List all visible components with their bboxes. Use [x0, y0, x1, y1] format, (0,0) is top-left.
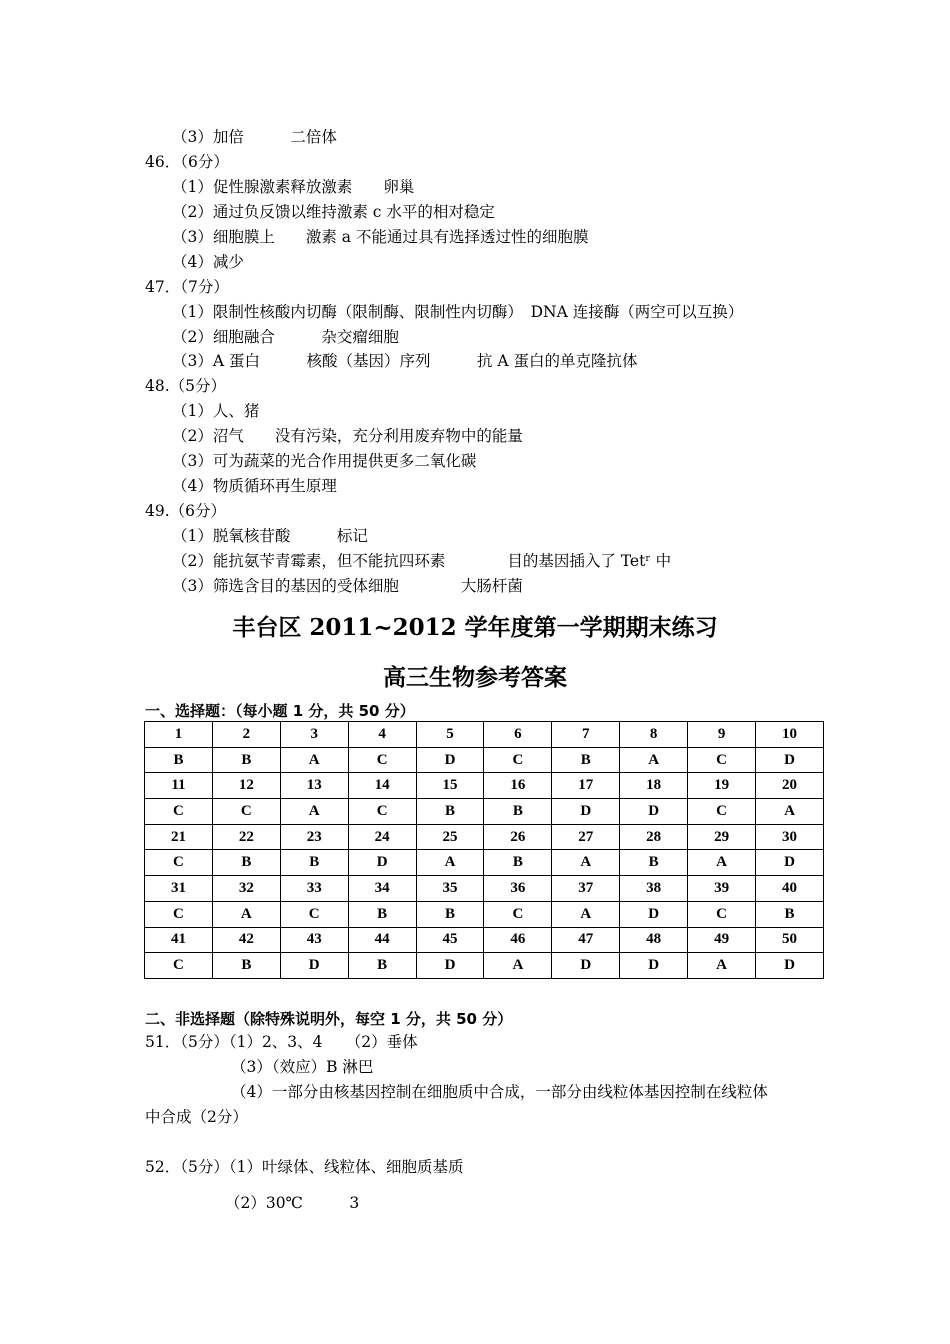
- answer-52-line-1: 52．（5分）（1）叶绿体、线粒体、细胞质基质: [145, 1158, 464, 1176]
- question-46-heading: 46．（6分）: [145, 153, 229, 171]
- answer-cell: C: [484, 747, 552, 773]
- document-title: 丰台区 2011~2012 学年度第一学期期末练习: [232, 614, 718, 641]
- section-2-heading: 二、非选择题（除特殊说明外，每空 1 分，共 50 分）: [145, 1010, 513, 1028]
- question-number-cell: 1: [145, 722, 213, 748]
- question-number-cell: 50: [756, 927, 824, 953]
- answer-cell: C: [145, 850, 213, 876]
- answer-45-3: （3）加倍 二倍体: [172, 128, 337, 146]
- answer-table: [144, 721, 824, 979]
- answer-cell: B: [756, 901, 824, 927]
- question-number-cell: 34: [348, 876, 416, 902]
- answer-48-4: （4）物质循环再生原理: [172, 477, 337, 495]
- question-number-cell: 6: [484, 722, 552, 748]
- question-number-cell: 15: [416, 773, 484, 799]
- question-number-cell: 42: [212, 927, 280, 953]
- answer-48-1: （1）人、猪: [172, 402, 260, 420]
- answer-cell: C: [145, 901, 213, 927]
- answer-cell: C: [348, 747, 416, 773]
- question-number-cell: 21: [145, 824, 213, 850]
- answer-key-row: [145, 850, 824, 876]
- answer-47-1: （1）限制性核酸内切酶（限制酶、限制性内切酶） DNA 连接酶（两空可以互换）: [172, 303, 744, 321]
- answer-cell: C: [484, 901, 552, 927]
- question-number-cell: 24: [348, 824, 416, 850]
- document-subtitle: 高三生物参考答案: [383, 664, 567, 691]
- answer-cell: C: [688, 747, 756, 773]
- question-number-cell: 2: [212, 722, 280, 748]
- question-number-cell: 4: [348, 722, 416, 748]
- answer-49-1: （1）脱氧核苷酸 标记: [172, 527, 368, 545]
- answer-51-line-4: 中合成（2分）: [145, 1108, 248, 1126]
- question-number-cell: 35: [416, 876, 484, 902]
- answer-cell: B: [416, 901, 484, 927]
- section-1-heading: 一、选择题：（每小题 1 分，共 50 分）: [145, 702, 415, 720]
- answer-cell: A: [484, 953, 552, 979]
- question-number-cell: 20: [756, 773, 824, 799]
- answer-cell: A: [212, 901, 280, 927]
- answer-cell: D: [552, 799, 620, 825]
- answer-cell: C: [688, 799, 756, 825]
- answer-cell: A: [756, 799, 824, 825]
- answer-cell: D: [416, 953, 484, 979]
- answer-cell: B: [484, 850, 552, 876]
- answer-cell: B: [280, 850, 348, 876]
- question-number-row: [145, 824, 824, 850]
- answer-cell: B: [416, 799, 484, 825]
- answer-cell: B: [145, 747, 213, 773]
- question-number-cell: 33: [280, 876, 348, 902]
- question-number-cell: 26: [484, 824, 552, 850]
- question-number-cell: 38: [620, 876, 688, 902]
- question-number-cell: 11: [145, 773, 213, 799]
- question-number-cell: 29: [688, 824, 756, 850]
- answer-51-line-3: （4）一部分由核基因控制在细胞质中合成，一部分由线粒体基因控制在线粒体: [231, 1083, 768, 1101]
- answer-cell: C: [348, 799, 416, 825]
- question-number-row: [145, 927, 824, 953]
- question-number-cell: 31: [145, 876, 213, 902]
- answer-cell: A: [688, 953, 756, 979]
- answer-cell: B: [348, 901, 416, 927]
- answer-cell: B: [348, 953, 416, 979]
- answer-47-3: （3）A 蛋白 核酸（基因）序列 抗 A 蛋白的单克隆抗体: [172, 352, 638, 370]
- answer-cell: A: [688, 850, 756, 876]
- answer-49-2: （2）能抗氨苄青霉素，但不能抗四环素 目的基因插入了 Tetʳ 中: [172, 552, 672, 570]
- question-number-cell: 7: [552, 722, 620, 748]
- answer-key-row: [145, 747, 824, 773]
- question-number-cell: 47: [552, 927, 620, 953]
- answer-cell: C: [145, 799, 213, 825]
- question-number-cell: 13: [280, 773, 348, 799]
- question-number-cell: 17: [552, 773, 620, 799]
- question-number-cell: 28: [620, 824, 688, 850]
- question-number-cell: 45: [416, 927, 484, 953]
- question-number-cell: 37: [552, 876, 620, 902]
- answer-cell: B: [212, 953, 280, 979]
- answer-cell: D: [416, 747, 484, 773]
- question-number-cell: 3: [280, 722, 348, 748]
- question-48-heading: 48.（5分）: [145, 377, 227, 395]
- answer-47-2: （2）细胞融合 杂交瘤细胞: [172, 328, 399, 346]
- question-number-cell: 22: [212, 824, 280, 850]
- answer-cell: D: [620, 799, 688, 825]
- answer-cell: D: [756, 953, 824, 979]
- answer-cell: A: [416, 850, 484, 876]
- answer-48-3: （3）可为蔬菜的光合作用提供更多二氧化碳: [172, 452, 477, 470]
- answer-cell: B: [212, 747, 280, 773]
- question-number-cell: 5: [416, 722, 484, 748]
- answer-cell: A: [552, 901, 620, 927]
- answer-cell: C: [212, 799, 280, 825]
- answer-cell: D: [756, 850, 824, 876]
- question-number-cell: 19: [688, 773, 756, 799]
- question-number-row: [145, 876, 824, 902]
- question-number-cell: 48: [620, 927, 688, 953]
- question-number-cell: 41: [145, 927, 213, 953]
- question-number-cell: 36: [484, 876, 552, 902]
- question-number-row: [145, 773, 824, 799]
- question-number-cell: 43: [280, 927, 348, 953]
- question-number-cell: 14: [348, 773, 416, 799]
- answer-cell: D: [280, 953, 348, 979]
- question-49-heading: 49.（6分）: [145, 502, 227, 520]
- answer-cell: D: [620, 901, 688, 927]
- question-number-cell: 8: [620, 722, 688, 748]
- answer-key-row: [145, 901, 824, 927]
- question-number-cell: 27: [552, 824, 620, 850]
- answer-cell: D: [348, 850, 416, 876]
- question-number-cell: 46: [484, 927, 552, 953]
- answer-cell: A: [280, 747, 348, 773]
- question-number-cell: 25: [416, 824, 484, 850]
- question-number-cell: 44: [348, 927, 416, 953]
- question-number-cell: 18: [620, 773, 688, 799]
- answer-cell: A: [280, 799, 348, 825]
- answer-cell: B: [620, 850, 688, 876]
- question-number-cell: 49: [688, 927, 756, 953]
- answer-cell: A: [552, 850, 620, 876]
- answer-51-line-1: 51．（5分）（1）2、3、4 （2）垂体: [145, 1033, 418, 1051]
- question-number-row: [145, 722, 824, 748]
- answer-cell: C: [280, 901, 348, 927]
- answer-cell: C: [688, 901, 756, 927]
- question-number-cell: 10: [756, 722, 824, 748]
- answer-49-3: （3）筛选含目的基因的受体细胞 大肠杆菌: [172, 577, 523, 595]
- answer-cell: D: [552, 953, 620, 979]
- answer-46-4: （4）减少: [172, 253, 244, 271]
- answer-cell: B: [552, 747, 620, 773]
- question-number-cell: 12: [212, 773, 280, 799]
- answer-cell: D: [620, 953, 688, 979]
- answer-48-2: （2）沼气 没有污染，充分利用废弃物中的能量: [172, 427, 523, 445]
- question-47-heading: 47．（7分）: [145, 278, 229, 296]
- question-number-cell: 16: [484, 773, 552, 799]
- answer-cell: B: [212, 850, 280, 876]
- answer-cell: D: [756, 747, 824, 773]
- question-number-cell: 23: [280, 824, 348, 850]
- answer-52-line-2: （2）30℃ 3: [225, 1194, 360, 1212]
- answer-key-row: [145, 799, 824, 825]
- answer-46-1: （1）促性腺激素释放激素 卵巢: [172, 178, 415, 196]
- answer-cell: C: [145, 953, 213, 979]
- answer-key-row: [145, 953, 824, 979]
- question-number-cell: 9: [688, 722, 756, 748]
- answer-46-2: （2）通过负反馈以维持激素 c 水平的相对稳定: [172, 203, 495, 221]
- answer-46-3: （3）细胞膜上 激素 a 不能通过具有选择透过性的细胞膜: [172, 228, 589, 246]
- question-number-cell: 32: [212, 876, 280, 902]
- question-number-cell: 30: [756, 824, 824, 850]
- answer-cell: B: [484, 799, 552, 825]
- answer-cell: A: [620, 747, 688, 773]
- question-number-cell: 39: [688, 876, 756, 902]
- answer-51-line-2: （3）（效应）B 淋巴: [231, 1058, 374, 1076]
- question-number-cell: 40: [756, 876, 824, 902]
